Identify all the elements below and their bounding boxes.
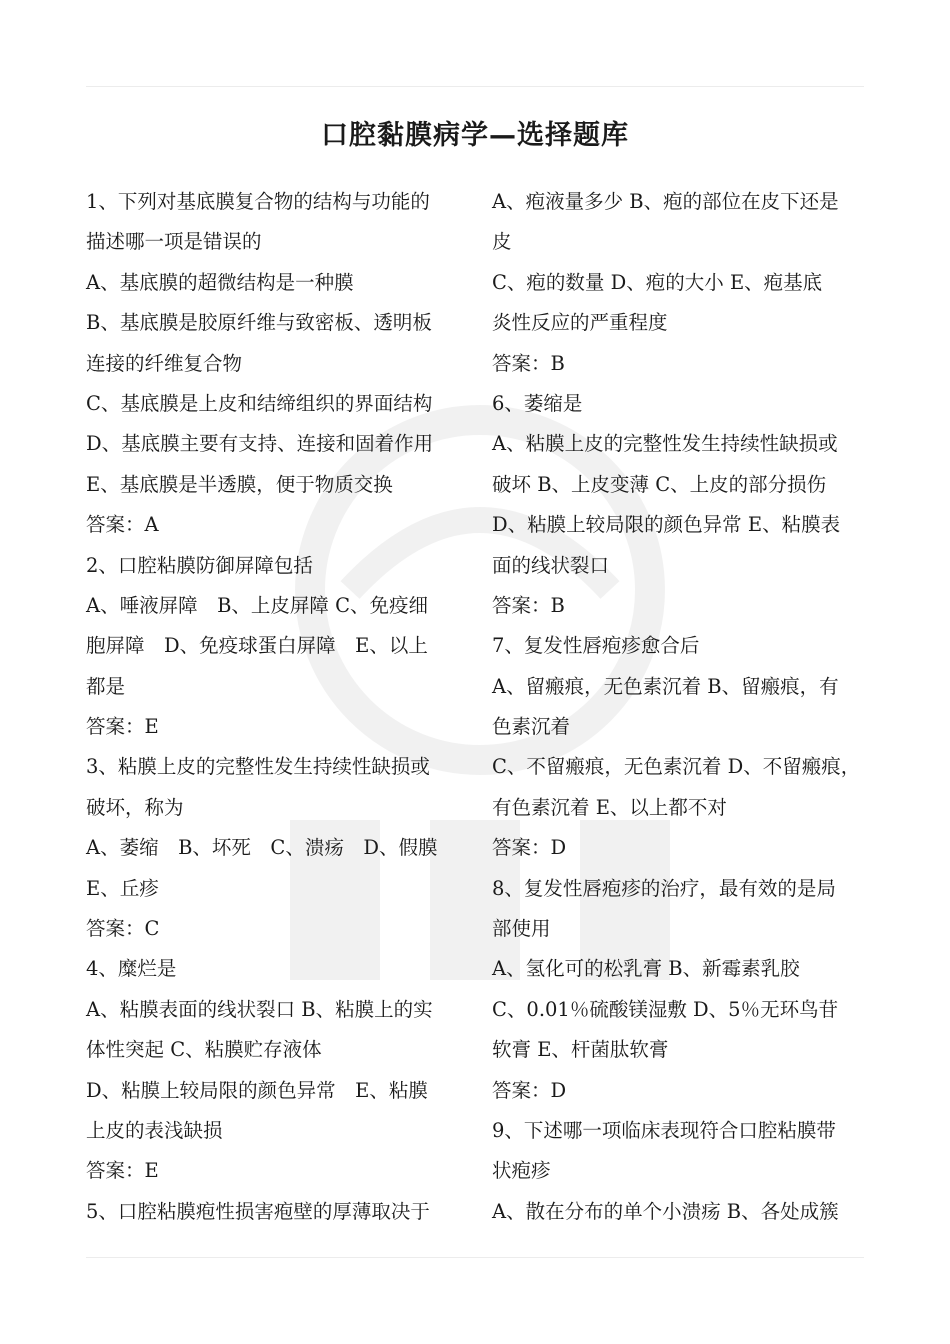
answer-line: 答案：B bbox=[492, 593, 565, 617]
answer-line: 答案：C bbox=[86, 917, 160, 941]
left-column bbox=[86, 182, 466, 1232]
text-line: C、不留瘢痕，无色素沉着 D、不留瘢痕， bbox=[492, 755, 861, 779]
text-line: A、基底膜的超微结构是一种膜 bbox=[86, 270, 354, 294]
text-line: 1、下列对基底膜复合物的结构与功能的 bbox=[86, 190, 430, 213]
text-line: 破坏，称为 bbox=[86, 795, 184, 819]
text-line: A、散在分布的单个小溃疡 B、各处成簇 bbox=[492, 1199, 839, 1223]
text-line: 7、复发性唇疱疹愈合后 bbox=[492, 634, 700, 658]
text-line: 4、糜烂是 bbox=[86, 957, 177, 981]
text-line: D、基底膜主要有支持、连接和固着作用 bbox=[86, 432, 434, 456]
text-line: 皮 bbox=[492, 230, 512, 254]
text-line: A、疱液量多少 B、疱的部位在皮下还是 bbox=[492, 190, 839, 213]
right-column bbox=[492, 182, 872, 1232]
text-line: 描述哪一项是错误的 bbox=[86, 230, 262, 254]
answer-line: 答案：B bbox=[492, 351, 565, 375]
text-line: 破坏 B、上皮变薄 C、上皮的部分损伤 bbox=[492, 472, 827, 496]
text-line: 体性突起 C、粘膜贮存液体 bbox=[86, 1038, 322, 1062]
text-line: 有色素沉着 E、以上都不对 bbox=[492, 795, 727, 819]
text-line: A、氢化可的松乳膏 B、新霉素乳胶 bbox=[492, 957, 800, 981]
answer-line: 答案：E bbox=[86, 715, 159, 739]
answer-line: 答案：D bbox=[492, 1078, 567, 1102]
text-line: 面的线状裂口 bbox=[492, 553, 610, 577]
text-line: 连接的纤维复合物 bbox=[86, 351, 243, 375]
text-line: 8、复发性唇疱疹的治疗，最有效的是局 bbox=[492, 876, 836, 900]
text-line: A、粘膜上皮的完整性发生持续性缺损或 bbox=[492, 432, 838, 456]
text-line: A、粘膜表面的线状裂口 B、粘膜上的实 bbox=[86, 997, 433, 1021]
text-line: E、丘疹 bbox=[86, 876, 159, 900]
footer-divider bbox=[86, 1257, 864, 1258]
text-line: A、萎缩 B、坏死 C、溃疡 D、假膜 bbox=[86, 836, 438, 860]
answer-line: 答案：A bbox=[86, 513, 159, 537]
text-line: C、疱的数量 D、疱的大小 E、疱基底 bbox=[492, 270, 823, 294]
answer-line: 答案：E bbox=[86, 1159, 159, 1183]
text-line: 6、萎缩是 bbox=[492, 391, 583, 415]
text-line: 5、口腔粘膜疱性损害疱壁的厚薄取决于 bbox=[86, 1199, 430, 1223]
text-line: 都是 bbox=[86, 674, 126, 698]
text-line: E、基底膜是半透膜，便于物质交换 bbox=[86, 472, 393, 496]
text-line: 2、口腔粘膜防御屏障包括 bbox=[86, 553, 313, 577]
answer-line: 答案：D bbox=[492, 836, 567, 860]
text-line: 胞屏障 D、免疫球蛋白屏障 E、以上 bbox=[86, 634, 428, 658]
text-line: 状疱疹 bbox=[492, 1159, 551, 1183]
text-line: 9、下述哪一项临床表现符合口腔粘膜带 bbox=[492, 1118, 836, 1142]
text-line: 3、粘膜上皮的完整性发生持续性缺损或 bbox=[86, 755, 430, 779]
text-line: B、基底膜是胶原纤维与致密板、透明板 bbox=[86, 311, 432, 335]
text-line: A、留瘢痕，无色素沉着 B、留瘢痕，有 bbox=[492, 674, 839, 698]
text-line: 上皮的表浅缺损 bbox=[86, 1118, 223, 1142]
text-line: D、粘膜上较局限的颜色异常 E、粘膜 bbox=[86, 1078, 428, 1102]
text-line: 软膏 E、杆菌肽软膏 bbox=[492, 1038, 669, 1062]
text-line: 色素沉着 bbox=[492, 715, 571, 739]
page-title: 口腔黏膜病学—选择题库 bbox=[321, 120, 629, 151]
text-line: A、唾液屏障 B、上皮屏障 C、免疫细 bbox=[86, 593, 429, 617]
text-line: D、粘膜上较局限的颜色异常 E、粘膜表 bbox=[492, 513, 841, 537]
text-line: 炎性反应的严重程度 bbox=[492, 311, 668, 335]
text-line: 部使用 bbox=[492, 917, 551, 941]
header-divider bbox=[86, 86, 864, 87]
text-line: C、基底膜是上皮和结缔组织的界面结构 bbox=[86, 391, 433, 415]
text-line: C、0.01％硫酸镁湿敷 D、5％无环鸟苷 bbox=[492, 997, 839, 1021]
